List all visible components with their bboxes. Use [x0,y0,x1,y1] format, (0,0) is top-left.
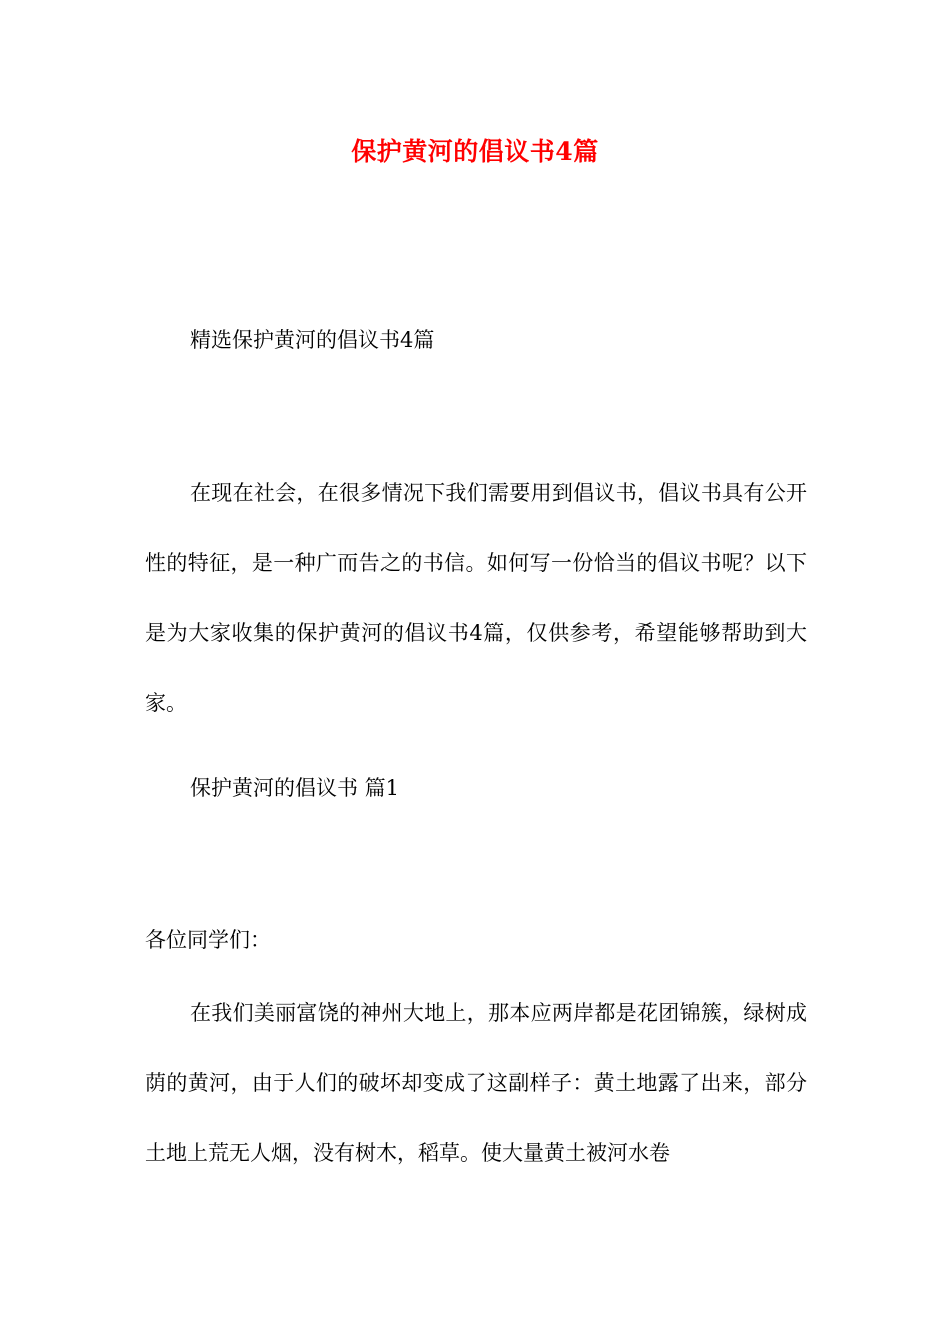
intro-paragraph: 在现在社会，在很多情况下我们需要用到倡议书，倡议书具有公开性的特征，是一种广而告之的书信。如何写一份恰当的倡议书呢？以下是为大家收集的保护黄河的倡议书4篇，仅供参考，希望能够帮助到大家。 [145,481,807,715]
body-paragraph: 在我们美丽富饶的神州大地上，那本应两岸都是花团锦簇，绿树成荫的黄河，由于人们的破坏却变成了这副样子：黄土地露了出来，部分土地上荒无人烟，没有树木，稻草。使大量黄土被河水卷 [145,1001,807,1165]
document-title: 保护黄河的倡议书4篇 [351,137,599,166]
letter-greeting: 各位同学们： [145,928,271,952]
document-subtitle: 精选保护黄河的倡议书4篇 [190,328,435,352]
section-heading: 保护黄河的倡议书 篇1 [190,776,400,800]
